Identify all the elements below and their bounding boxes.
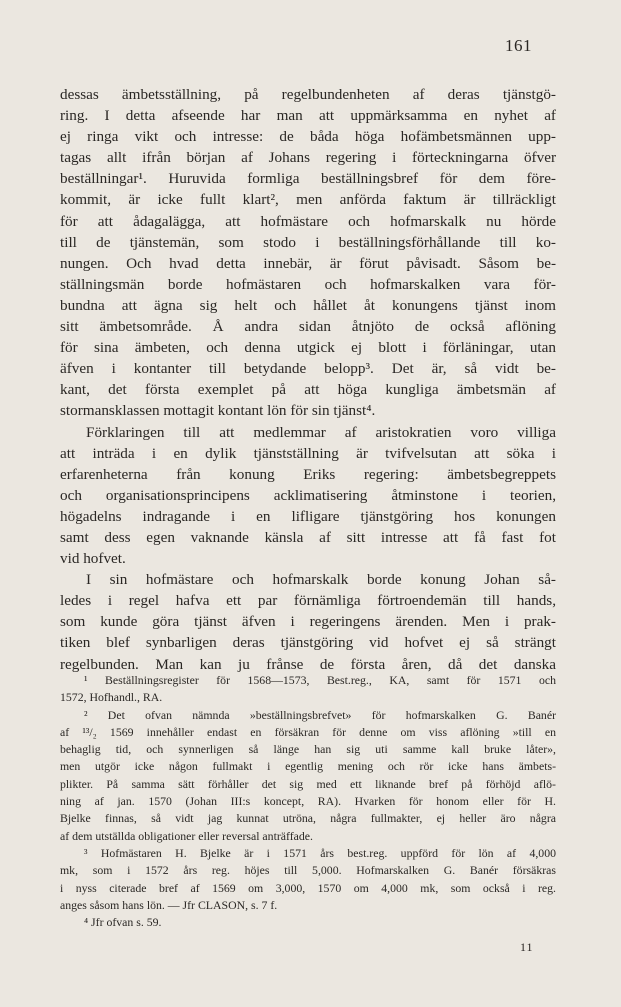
- footnote-line: plikter. På samma sätt förhåller det sig med ett liknande bref på förhöjd aflö-: [60, 776, 556, 791]
- body-line: sitt ämbetsområde. Å andra sidan åtnjöto de också aflöning: [60, 318, 556, 336]
- body-line: ej ringa vikt och intresse: de båda höga hofämbetsmännen upp-: [60, 128, 556, 146]
- body-line: stormansklassen mottagit kontant lön för sin tjänst⁴.: [60, 402, 376, 420]
- body-line: samt dess egen vaknande känsla af sitt intresse att få fast fot: [60, 528, 556, 546]
- footnotes: [60, 672, 556, 931]
- signature-mark: 11: [520, 940, 534, 954]
- body-line: att inträda i en dylik tjänstställning är tvifvelsutan att söka i: [60, 444, 556, 462]
- footnote-line: af dem utställda obligationer eller reversal anträffade.: [60, 828, 313, 843]
- body-line: I sin hofmästare och hofmarskalk borde konung Johan så-: [86, 571, 556, 589]
- body-line: beställningar¹. Huruvida formliga beställningsbref för dem före-: [60, 170, 556, 188]
- body-line: nungen. Och hvad detta innebär, är förut påvisadt. Såsom be-: [60, 254, 556, 272]
- body-line: ställningsmän borde hofmästaren och hofmarskalken vara för-: [60, 275, 556, 293]
- body-line: som kunde göra tjänst äfven i regeringens ärenden. Men i prak-: [60, 613, 556, 631]
- body-line: erfarenheterna från konung Eriks regering: ämbetsbegreppets: [60, 465, 556, 483]
- footnote-line: af ¹³/₂ 1569 innehåller endast en försäkran för denne om viss aflöning »till en: [60, 724, 556, 739]
- body-text: [60, 84, 556, 675]
- body-line: och organisationsprincipens acklimatisering åtminstone i teorien,: [60, 486, 556, 504]
- page-number: 161: [505, 36, 532, 55]
- body-line: tiken blef synbarligen deras tjänstgöring vid hofvet ej så strängt: [60, 634, 556, 652]
- footnote-line: ⁴ Jfr ofvan s. 59.: [84, 915, 162, 930]
- body-line: Förklaringen till att medlemmar af aristokratien voro villiga: [86, 423, 556, 441]
- body-line: kommit, är icke fullt klart², men anförda faktum är tillräckligt: [60, 191, 556, 209]
- footnote-line: anges såsom hans lön. — Jfr CLASON, s. 7 f.: [60, 897, 278, 912]
- footnote-line: men utgör icke någon fullmakt i egentlig mening och rör icke hans ämbets-: [60, 759, 556, 774]
- footnote-line: ² Det ofvan nämnda »beställningsbrefvet» för hofmarskalken G. Banér: [84, 707, 556, 722]
- body-line: bundna att ägna sig helt och hållet åt konungens tjänst inom: [60, 296, 556, 314]
- footnote-line: ³ Hofmästaren H. Bjelke är i 1571 års best.reg. uppförd för lön af 4,000: [84, 845, 556, 860]
- body-line: för att ådagalägga, att hofmästare och hofmarskalk nu hörde: [60, 212, 556, 230]
- body-line: äfven i kontanter till betydande belopp³. Det är, så vidt be-: [60, 360, 556, 378]
- footnote-line: Bjelke finnas, så vidt jag kunnat utröna, några fullmakter, ej heller äro några: [60, 811, 556, 826]
- body-line: ring. I detta afseende har man att uppmärksamma en nyhet af: [60, 107, 556, 125]
- footnote-line: i nyss citerade bref af 1569 om 3,000, 1570 om 4,000 mk, som också i reg.: [60, 880, 556, 895]
- body-line: högadelns indragande i en lifligare tjänstgöring hos konungen: [60, 507, 556, 525]
- body-line: vid hofvet.: [60, 550, 126, 568]
- body-line: för sina ämbeten, och denna utgick ej blott i förläningar, utan: [60, 339, 556, 357]
- body-line: kant, det första exemplet på att höga kungliga ämbetsmän af: [60, 381, 556, 399]
- footnote-line: mk, som i 1572 års reg. höjes till 5,000. Hofmarskalken G. Banér försäkras: [60, 863, 556, 878]
- footnote-line: ¹ Beställningsregister för 1568—1573, Best.reg., KA, samt för 1571 och: [84, 673, 556, 687]
- body-line: regelbunden. Man kan ju frånse de första åren, då det danska: [60, 655, 556, 673]
- body-line: ledes i regel hafva ett par förnämliga förtroendemän till hands,: [60, 592, 556, 610]
- body-line: dessas ämbetsställning, på regelbundenheten af deras tjänstgö-: [60, 86, 556, 103]
- body-line: tagas allt ifrån början af Johans regering i förteckningarna öfver: [60, 149, 556, 167]
- body-line: till de tjänstemän, som stodo i beställningsförhållande till ko-: [60, 233, 556, 251]
- footnote-line: ning af jan. 1570 (Johan III:s koncept, RA). Hvarken för honom eller för H.: [60, 794, 556, 809]
- footnote-line: 1572, Hofhandl., RA.: [60, 690, 163, 705]
- footnote-line: behaglig tid, och synnerligen så länge han sig uti samme kall bruke låter»,: [60, 742, 556, 757]
